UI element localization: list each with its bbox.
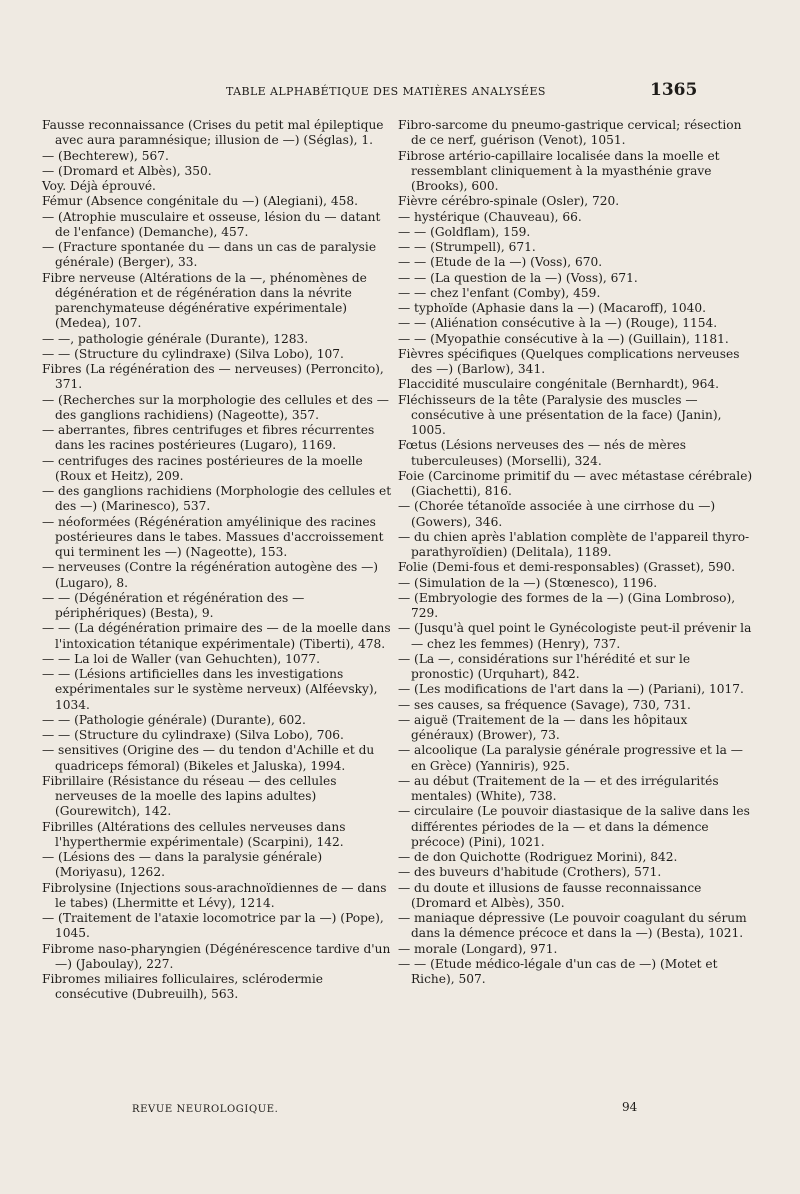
index-entry: — (Jusqu'à quel point le Gynécologiste peut-il prévenir la — chez les femmes) (Henry), 737. [398,621,756,651]
index-entry: Fibrome naso-pharyngien (Dégénérescence tardive d'un —) (Jaboulay), 227. [42,941,395,971]
index-entry: — aiguë (Traitement de la — dans les hôpitaux généraux) (Brower), 73. [398,712,692,742]
index-entry: — (Chorée tétanoïde associée à une cirrhose du —) (Gowers), 346. [398,499,720,529]
running-title: TABLE ALPHABÉTIQUE DES MATIÈRES ANALYSÉES [226,85,546,98]
index-entry: — ses causes, sa fréquence (Savage), 730, 731. [398,697,691,712]
index-entry: Fémur (Absence congénitale du —) (Alegiani), 458. [42,194,358,209]
index-entry: Voy. Déjà éprouvé. [42,179,156,193]
index-entry: — — (Pathologie générale) (Durante), 602. [42,712,306,727]
index-entry: — (Traitement de l'ataxie locomotrice par la —) (Pope), 1045. [42,911,388,941]
index-entry: — typhoïde (Aphasie dans la —) (Macaroff), 1040. [398,301,707,315]
index-entry: Fausse reconnaissance (Crises du petit mal épileptique avec aura paramnésique; illusion de —) (Séglas), 1. [42,118,388,148]
index-entry: — — (Strumpell), 671. [398,240,536,254]
index-entry: Fibrilles (Altérations des cellules nerveuses dans l'hyperthermie expérimentale) (Scarpini), 142. [42,819,350,849]
index-entry: — des buveurs d'habitude (Crothers), 571. [398,865,662,880]
index-entry: — sensitives (Origine des — du tendon d'Achille et du quadriceps fémoral) (Bikeles et Jaluska), 1994. [42,743,379,773]
index-entry: — (Bechterew), 567. [42,148,169,163]
index-entry: Foie (Carcinome primitif du — avec métastase cérébrale) (Giachetti), 816. [398,468,757,498]
signature-number: 94 [622,1100,638,1114]
index-entry: — au début (Traitement de la — et des irrégularités mentales) (White), 738. [398,773,723,803]
index-entry: — — (La dégénération primaire des — de la moelle dans l'intoxication tétanique expérimentale) (Tiberti), 478. [42,621,395,651]
index-entry: — — (Etude de la —) (Voss), 670. [398,255,603,270]
index-entry: — — (Dégénération et régénération des — périphériques) (Besta), 9. [42,590,309,620]
index-entry: — (Simulation de la —) (Stœnesco), 1196. [398,575,658,590]
index-entry: — (Lésions des — dans la paralysie générale) (Moriyasu), 1262. [42,850,326,880]
index-entry: — — chez l'enfant (Comby), 459. [398,285,601,300]
index-entry: — — (Goldflam), 159. [398,224,531,239]
index-entry: Fièvres spécifiques (Quelques complications nerveuses des —) (Barlow), 341. [398,346,744,376]
index-entry: — (Embryologie des formes de la —) (Gina Lombroso), 729. [398,590,740,620]
index-entry: Fibrose artério-capillaire localisée dans la moelle et ressemblant cliniquement à la myasthénie grave (Brooks), 600. [398,148,724,193]
index-entry: — néoformées (Régénération amyélinique des racines postérieures dans le tabes. Massues d'accroissement qui terminent les —) (Nageotte), 153. [42,514,388,559]
index-entry: — (Recherches sur la morphologie des cellules et des — des ganglions rachidiens) (Nageotte), 357. [42,392,393,422]
left-column [42,118,397,1003]
index-entry: — de don Quichotte (Rodriguez Morini), 842. [398,850,678,864]
index-entry: Fièvre cérébro-spinale (Osler), 720. [398,194,620,209]
index-entry: Fibro-sarcome du pneumo-gastrique cervical; résection de ce nerf, guérison (Venot), 1051. [398,118,746,148]
index-entry: — — La loi de Waller (van Gehuchten), 1077. [42,651,320,666]
index-entry: — des ganglions rachidiens (Morphologie des cellules et des —) (Marinesco), 537. [42,484,396,514]
index-entry: — — (La question de la —) (Voss), 671. [398,270,638,285]
index-entry: — circulaire (Le pouvoir diastasique de la salive dans les différentes périodes de la — et dans la démence précoce) (Pini), 1021. [398,804,754,849]
index-entry: — — (Aliénation consécutive à la —) (Rouge), 1154. [398,316,718,331]
index-entry: Flaccidité musculaire congénitale (Bernhardt), 964. [398,377,719,392]
index-entry: Fibromes miliaires folliculaires, sclérodermie consécutive (Dubreuilh), 563. [42,972,327,1002]
index-entry: — — (Lésions artificielles dans les investigations expérimentales sur le système nerveux) (Alféevsky), 1034. [42,667,382,712]
index-entry: — (Fracture spontanée du — dans un cas de paralysie générale) (Berger), 33. [42,240,380,270]
index-entry: — (Les modifications de l'art dans la —) (Pariani), 1017. [398,682,744,697]
index-entry: Fibrolysine (Injections sous-arachnoïdiennes de — dans le tabes) (Lhermitte et Lévy), 1214. [42,880,391,910]
index-entry: — — (Structure du cylindraxe) (Silva Lobo), 107. [42,346,344,361]
index-entry: Fœtus (Lésions nerveuses des — nés de mères tuberculeuses) (Morselli), 324. [398,438,690,468]
index-entry: Fibre nerveuse (Altérations de la —, phénomènes de dégénération et de régénération dans la névrite parenchymateuse dégénérative expérimentale) (Medea), 107. [42,270,371,331]
index-entry: — du doute et illusions de fausse reconnaissance (Dromard et Albès), 350. [398,880,706,910]
index-entry: — alcoolique (La paralysie générale progressive et la — en Grèce) (Yanniris), 925. [398,743,747,773]
index-entry: — hystérique (Chauveau), 66. [398,209,582,224]
index-entry: — morale (Longard), 971. [398,941,558,956]
index-entry: Fibres (La régénération des — nerveuses) (Perroncito), 371. [42,362,388,392]
index-entry: — (La —, considérations sur l'hérédité et sur le pronostic) (Urquhart), 842. [398,651,694,681]
index-entry: — maniaque dépressive (Le pouvoir coagulant du sérum dans la démence précoce et dans la —) (Besta), 1021. [398,911,751,941]
index-entry: — du chien après l'ablation complète de l'appareil thyro-parathyroïdien) (Delitala), 1189. [398,529,750,559]
index-entry: — nerveuses (Contre la régénération autogène des —) (Lugaro), 8. [42,560,382,590]
index-entry: — — (Structure du cylindraxe) (Silva Lobo), 706. [42,728,344,742]
index-entry: Folie (Demi-fous et demi-responsables) (Grasset), 590. [398,560,736,575]
index-entry: Fléchisseurs de la tête (Paralysie des muscles — consécutive à une présentation de la face) (Janin), 1005. [398,392,726,437]
index-entry: — (Atrophie musculaire et osseuse, lésion du — datant de l'enfance) (Demanche), 457. [42,209,385,239]
index-entry: — — (Etude médico-légale d'un cas de —) (Motet et Riche), 507. [398,956,722,986]
index-entry: — (Dromard et Albès), 350. [42,163,212,178]
index-entry: — — (Myopathie consécutive à la —) (Guillain), 1181. [398,331,729,346]
index-entry: Fibrillaire (Résistance du réseau — des cellules nerveuses de la moelle des lapins adultes) (Gourewitch), 142. [42,773,341,819]
index-entry: — centrifuges des racines postérieures de la moelle (Roux et Heitz), 209. [42,453,367,483]
index-entry: — —, pathologie générale (Durante), 1283. [42,331,309,346]
page-number: 1365 [650,80,698,100]
journal-footer: REVUE NEUROLOGIQUE. [132,1104,279,1115]
right-column [398,118,757,987]
index-entry: — aberrantes, fibres centrifuges et fibres récurrentes dans les racines postérieures (Lugaro), 1169. [42,423,379,453]
